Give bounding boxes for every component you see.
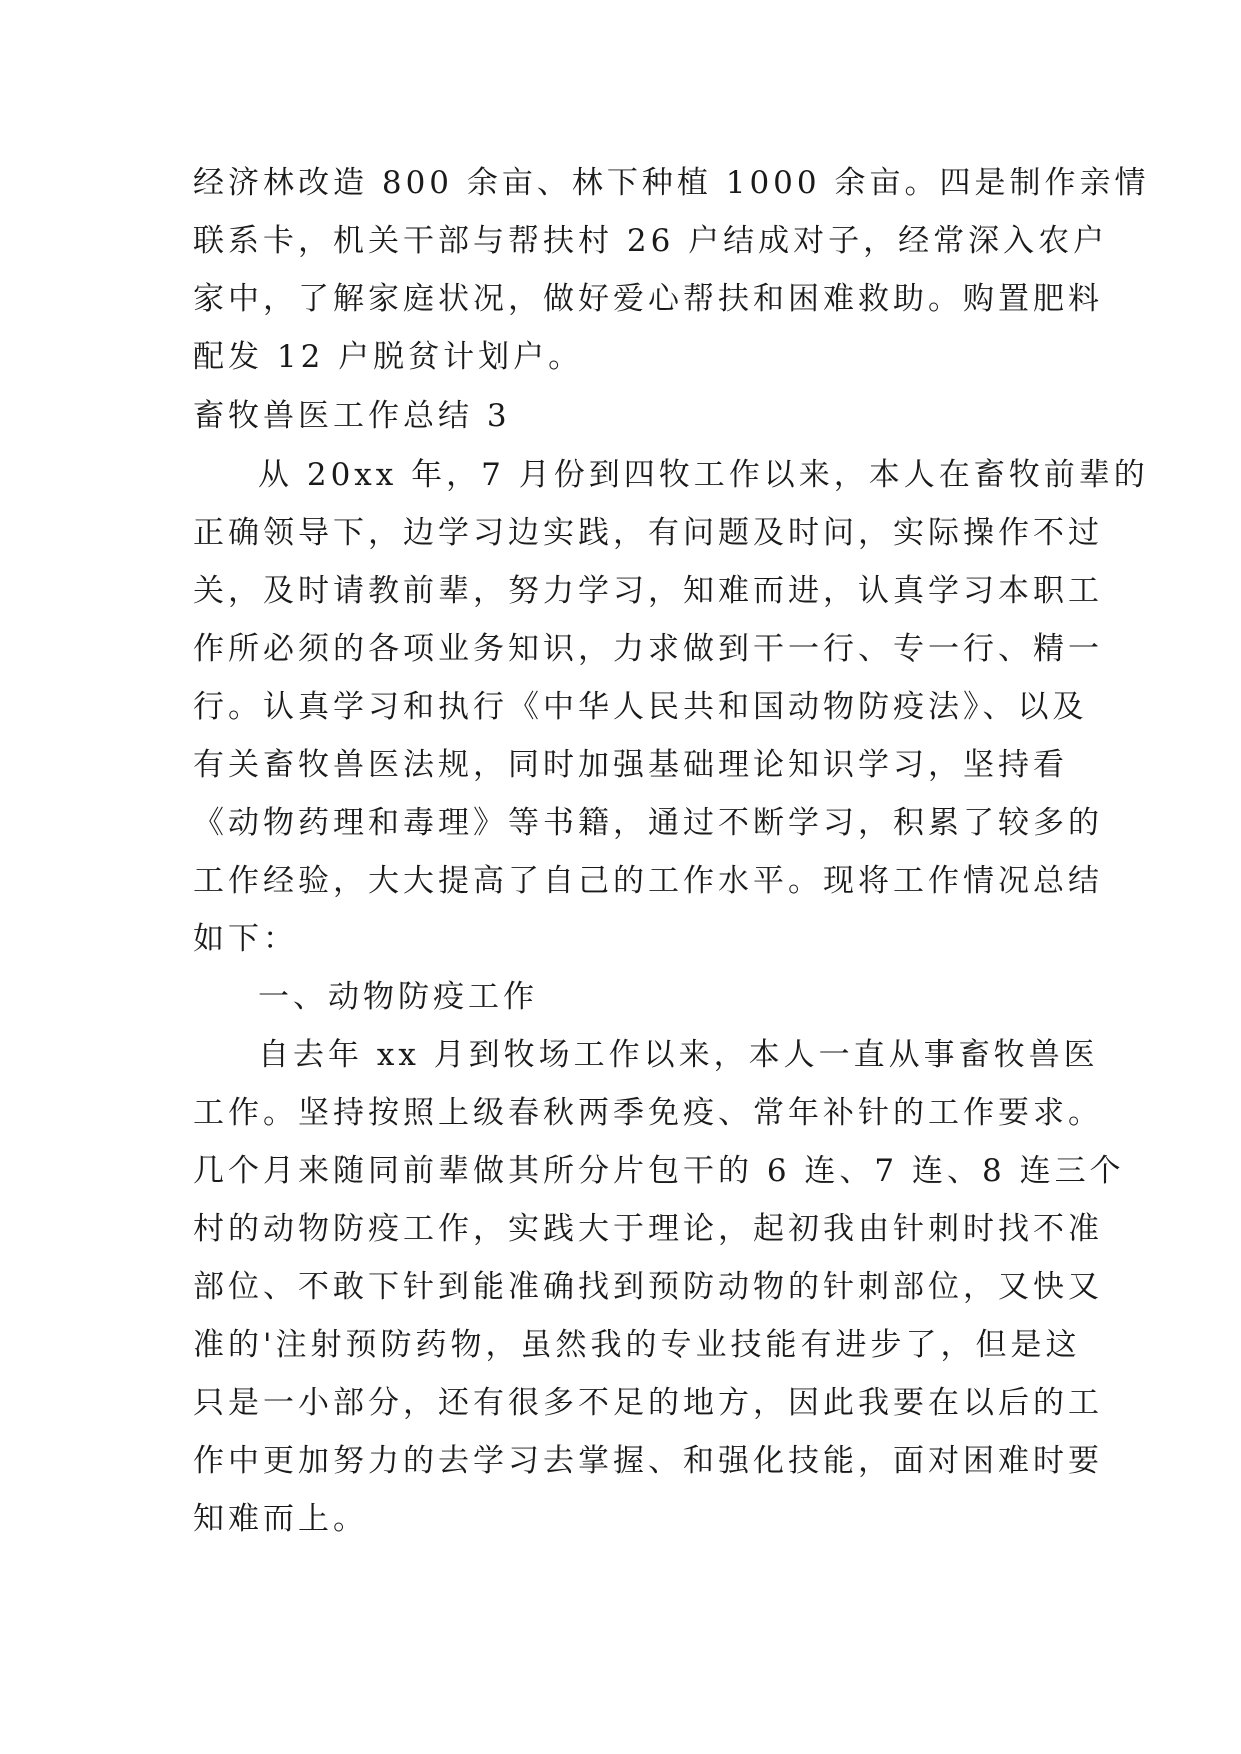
paragraph-line: 经济林改造 800 余亩、林下种植 1000 余亩。四是制作亲情 [193,165,1150,201]
paragraph-line: 关，及时请教前辈，努力学习，知难而进，认真学习本职工 [193,573,1103,609]
paragraph-line: 准的'注射预防药物，虽然我的专业技能有进步了，但是这 [193,1327,1081,1363]
paragraph-line: 自去年 xx 月到牧场工作以来，本人一直从事畜牧兽医 [258,1037,1099,1073]
paragraph-line: 知难而上。 [193,1501,368,1537]
paragraph-line: 只是一小部分，还有很多不足的地方，因此我要在以后的工 [193,1385,1103,1421]
section-title: 畜牧兽医工作总结 3 [193,398,511,434]
paragraph-line: 工作。坚持按照上级春秋两季免疫、常年补针的工作要求。 [193,1095,1103,1131]
paragraph-line: 有关畜牧兽医法规，同时加强基础理论知识学习，坚持看 [193,747,1068,783]
paragraph-line: 部位、不敢下针到能准确找到预防动物的针刺部位，又快又 [193,1269,1103,1305]
paragraph-line: 工作经验，大大提高了自己的工作水平。现将工作情况总结 [193,863,1103,899]
paragraph-line: 联系卡，机关干部与帮扶村 26 户结成对子，经常深入农户 [193,223,1109,259]
paragraph-line: 几个月来随同前辈做其所分片包干的 6 连、7 连、8 连三个 [193,1153,1125,1189]
paragraph-line: 配发 12 户脱贫计划户。 [193,339,584,375]
paragraph-line: 村的动物防疫工作，实践大于理论，起初我由针刺时找不准 [193,1211,1103,1247]
paragraph-line: 从 20xx 年，7 月份到四牧工作以来，本人在畜牧前辈的 [258,457,1149,493]
paragraph-line: 《动物药理和毒理》等书籍，通过不断学习，积累了较多的 [193,805,1103,841]
subheading: 一、动物防疫工作 [258,979,538,1015]
paragraph-line: 正确领导下，边学习边实践，有问题及时问，实际操作不过 [193,515,1103,551]
paragraph-line: 如下： [193,921,298,957]
paragraph-line: 家中，了解家庭状况，做好爱心帮扶和困难救助。购置肥料 [193,281,1103,317]
paragraph-line: 作中更加努力的去学习去掌握、和强化技能，面对困难时要 [193,1443,1103,1479]
paragraph-line: 行。认真学习和执行《中华人民共和国动物防疫法》、以及 [193,689,1088,725]
paragraph-line: 作所必须的各项业务知识，力求做到干一行、专一行、精一 [193,631,1103,667]
